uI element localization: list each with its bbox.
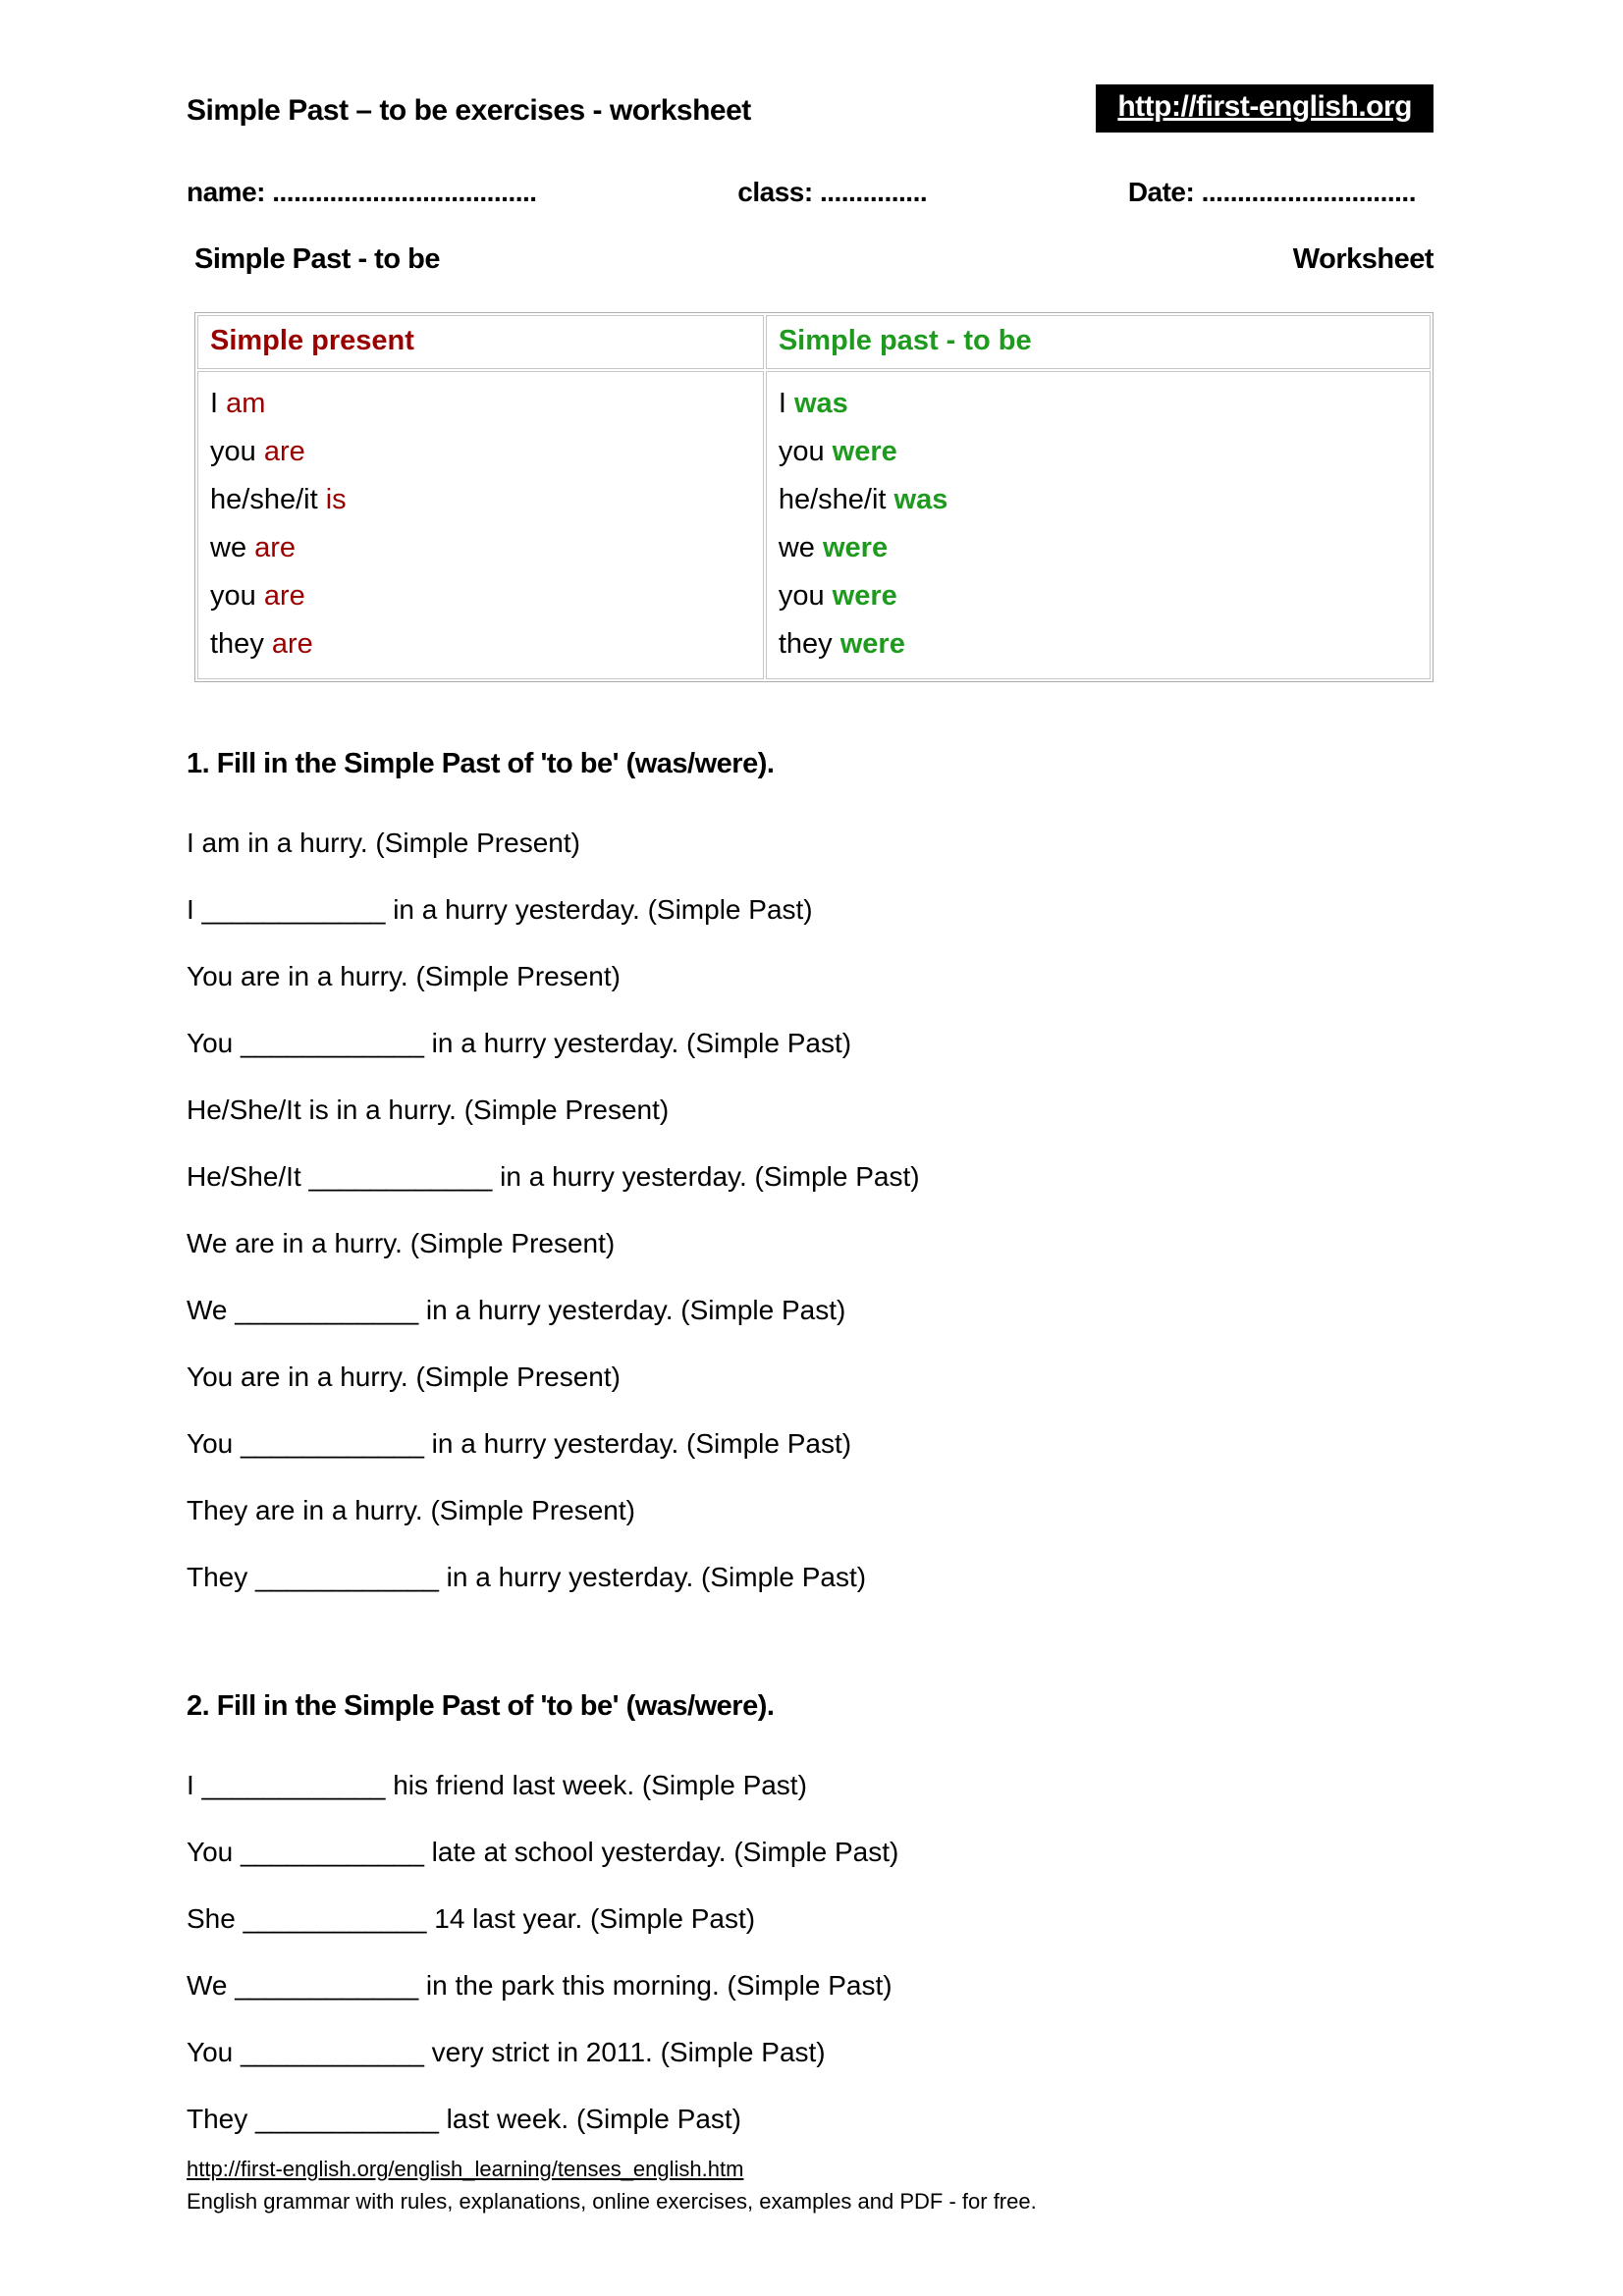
verb: was (893, 484, 948, 515)
exercise-1-line-7: We are in a hurry. (Simple Present) (187, 1228, 616, 1258)
verb: are (263, 580, 305, 612)
exercise-2-line-1: I ____________ his friend last week. (Simple Past) (187, 1770, 807, 1800)
verb: are (263, 436, 305, 467)
exercise-1-line-9: You are in a hurry. (Simple Present) (187, 1362, 621, 1392)
verb: is (325, 484, 347, 515)
present-row-we (210, 524, 751, 572)
verb: were (832, 436, 897, 467)
exercise-1-line-8: We ____________ in a hurry yesterday. (Simple Past) (187, 1295, 846, 1325)
past-row-we (779, 524, 1418, 572)
table-header-simple-present: Simple present (197, 315, 764, 369)
pronoun: you (210, 580, 256, 612)
footer-link[interactable]: http://first-english.org/english_learning/tenses_english.htm (187, 2157, 744, 2181)
conjugation-table (194, 312, 1434, 682)
verb: were (839, 628, 905, 660)
exercise-1-line-6: He/She/It ____________ in a hurry yesterday. (Simple Past) (187, 1161, 920, 1192)
pronoun: I (210, 388, 219, 419)
pronoun: we (778, 532, 815, 563)
pronoun: I (778, 388, 786, 419)
verb: are (271, 628, 313, 660)
verb: am (226, 388, 266, 419)
exercise-2-line-3: She ____________ 14 last year. (Simple Past) (187, 1903, 756, 1934)
present-conjugations-cell (197, 371, 764, 679)
exercise-1-line-5: He/She/It is in a hurry. (Simple Present) (187, 1095, 670, 1125)
pronoun: they (778, 628, 833, 660)
date-field-label: Date: .............................. (1127, 177, 1416, 207)
student-info-row (187, 177, 1416, 208)
exercise-2-section (187, 1688, 1473, 2168)
past-row-they (779, 620, 1418, 668)
exercise-1-line-10: You ____________ in a hurry yesterday. (Simple Past) (187, 1428, 852, 1459)
past-row-he-she-it (779, 476, 1418, 524)
pronoun: he/she/it (778, 484, 887, 515)
exercise-1-section (187, 746, 1473, 1627)
exercise-1-line-2: I ____________ in a hurry yesterday. (Simple Past) (187, 894, 813, 925)
footer (187, 2153, 1473, 2217)
past-row-you-plural (779, 572, 1418, 620)
worksheet-label: Worksheet (1292, 243, 1434, 275)
exercise-2-heading: 2. Fill in the Simple Past of 'to be' (was/were). (187, 1690, 775, 1722)
pronoun: he/she/it (210, 484, 318, 515)
exercise-1-line-1: I am in a hurry. (Simple Present) (187, 828, 580, 858)
page-title: Simple Past – to be exercises - worksheet (187, 94, 751, 127)
exercise-1-line-12: They ____________ in a hurry yesterday. (Simple Past) (187, 1562, 867, 1592)
exercise-2-line-4: We ____________ in the park this morning. (Simple Past) (187, 1970, 893, 2001)
verb: were (822, 532, 889, 563)
subtitle-row (194, 243, 1434, 276)
site-url-badge[interactable]: http://first-english.org (1096, 84, 1434, 133)
verb: are (254, 532, 297, 563)
exercise-1-line-3: You are in a hurry. (Simple Present) (187, 961, 621, 991)
pronoun: you (210, 436, 256, 467)
exercise-2-line-6: They ____________ last week. (Simple Past) (187, 2104, 741, 2134)
present-row-i (210, 380, 751, 428)
name-field-label: name: ..................................... (187, 177, 537, 207)
present-row-they (210, 620, 751, 668)
verb: were (832, 580, 897, 612)
pronoun: they (210, 628, 264, 660)
pronoun: you (778, 580, 825, 612)
footer-text: English grammar with rules, explanations, online exercises, examples and PDF - for free. (187, 2189, 1037, 2214)
past-row-i (779, 380, 1418, 428)
past-row-you (779, 428, 1418, 476)
past-conjugations-cell (766, 371, 1431, 679)
present-row-you-plural (210, 572, 751, 620)
exercise-1-line-11: They are in a hurry. (Simple Present) (187, 1495, 635, 1525)
exercise-2-line-2: You ____________ late at school yesterday. (Simple Past) (187, 1837, 899, 1867)
pronoun: you (778, 436, 825, 467)
present-row-you (210, 428, 751, 476)
class-field-label: class: ............... (737, 177, 928, 207)
present-row-he-she-it (210, 476, 751, 524)
verb: was (793, 388, 848, 419)
header (187, 84, 1434, 133)
pronoun: we (210, 532, 247, 563)
exercise-1-heading: 1. Fill in the Simple Past of 'to be' (was/were). (187, 748, 775, 779)
exercise-2-line-5: You ____________ very strict in 2011. (Simple Past) (187, 2037, 826, 2067)
table-header-simple-past: Simple past - to be (766, 315, 1431, 369)
topic-subtitle: Simple Past - to be (194, 243, 440, 275)
exercise-1-line-4: You ____________ in a hurry yesterday. (Simple Past) (187, 1028, 852, 1058)
